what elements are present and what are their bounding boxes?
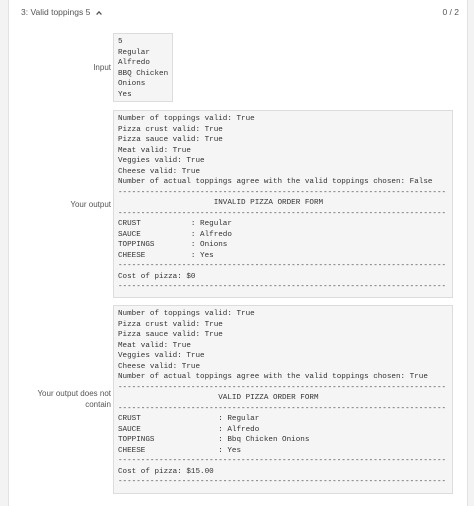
test-header: [9, 0, 467, 24]
output-line: Veggies valid: True: [118, 352, 205, 360]
output-line: VALID PIZZA ORDER FORM: [118, 394, 319, 402]
output-line: Pizza sauce valid: True: [118, 331, 223, 339]
output-line: ------------------------------------------------------------------------: [118, 188, 447, 197]
output-line: Number of actual toppings agree with the valid toppings chosen: False: [118, 178, 433, 186]
output-line: CHEESE : Yes: [118, 446, 242, 455]
test-title-toggle[interactable]: [21, 7, 103, 17]
output-line: Yes: [118, 90, 132, 99]
output-line: ------------------------------------------------------------------------: [118, 478, 447, 486]
output-line: Cheese valid: True: [118, 362, 201, 371]
output-line: ------------------------------------------------------------------------: [118, 262, 447, 270]
test-title: 3: Valid toppings 5: [21, 7, 91, 17]
output-line: Pizza sauce valid: True: [118, 136, 223, 144]
output-line: ------------------------------------------------------------------------: [118, 404, 447, 413]
test-score: 0 / 2: [442, 7, 459, 17]
your-output-label: Your output: [70, 200, 111, 209]
your-output-box: [113, 110, 453, 298]
output-line: Pizza crust valid: True: [118, 125, 223, 134]
output-line: Number of actual toppings agree with the valid toppings chosen: True: [118, 373, 428, 381]
test-result-card: [8, 0, 468, 506]
output-line: Pizza crust valid: True: [118, 320, 223, 329]
does-not-contain-label-line2: contain: [85, 400, 111, 409]
input-label: Input: [93, 63, 111, 72]
output-line: BBQ Chicken: [118, 69, 169, 78]
output-line: Cheese valid: True: [118, 167, 201, 176]
output-line: 5: [118, 38, 123, 46]
does-not-contain-box: [113, 305, 453, 494]
output-line: ------------------------------------------------------------------------: [118, 457, 447, 465]
output-line: CRUST : Regular: [118, 220, 232, 228]
output-line: Number of toppings valid: True: [118, 310, 255, 318]
output-line: TOPPINGS : Bbq Chicken Onions: [118, 436, 310, 444]
output-line: ------------------------------------------------------------------------: [118, 283, 447, 291]
output-line: Veggies valid: True: [118, 157, 205, 165]
output-line: Meat valid: True: [118, 146, 191, 155]
output-line: SAUCE : Alfredo: [118, 425, 260, 434]
output-line: TOPPINGS : Onions: [118, 241, 228, 249]
output-line: ------------------------------------------------------------------------: [118, 383, 447, 392]
output-line: Alfredo: [118, 59, 150, 67]
output-line: Meat valid: True: [118, 341, 191, 350]
does-not-contain-label: [21, 388, 111, 410]
output-line: CHEESE : Yes: [118, 251, 214, 260]
output-line: Regular: [118, 48, 150, 57]
output-line: Number of toppings valid: True: [118, 115, 255, 123]
output-line: CRUST : Regular: [118, 415, 260, 423]
output-line: Cost of pizza: $15.00: [118, 467, 214, 476]
output-line: Onions: [118, 80, 146, 88]
chevron-up-icon: [95, 9, 103, 17]
does-not-contain-label-line1: Your output does not: [37, 389, 111, 398]
output-line: SAUCE : Alfredo: [118, 230, 232, 239]
output-line: ------------------------------------------------------------------------: [118, 209, 447, 218]
output-line: Cost of pizza: $0: [118, 272, 196, 281]
output-line: INVALID PIZZA ORDER FORM: [118, 199, 324, 207]
input-box: [113, 33, 173, 102]
